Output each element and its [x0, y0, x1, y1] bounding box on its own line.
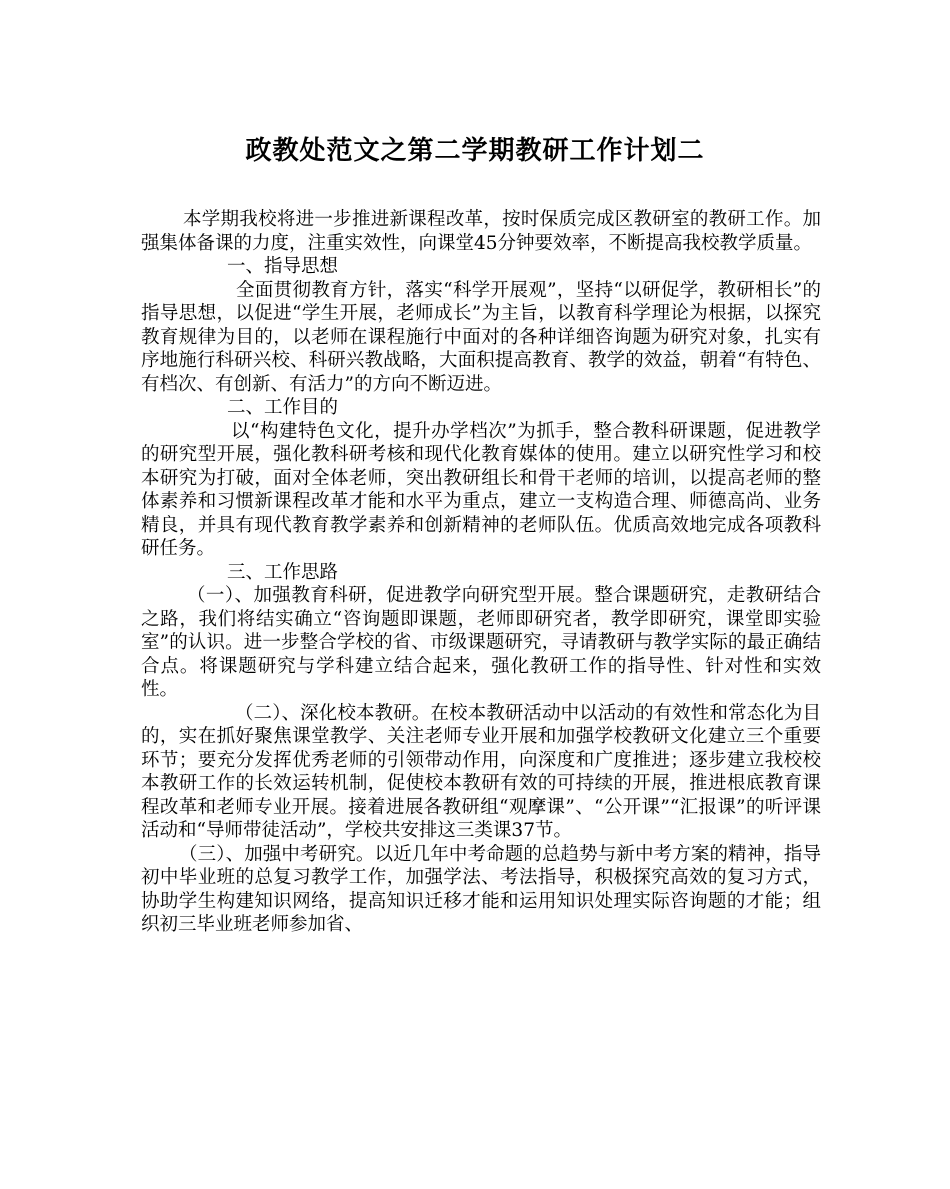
approach-item-2: （二）、深化校本教研。在校本教研活动中以活动的有效性和常态化为目的，实在抓好聚焦课堂教学、关注老师专业开展和加强学校教研文化建立三个重要环节；要充分发挥优秀老师的引领带动作用，向深度和广度推进；逐步建立我校校本教研工作的长效运转机制，促使校本教研有效的可持续的开展，推进根底教育课程改革和老师专业开展。接着进展各教研组“观摩课”、“公开课”“汇报课”的听评课活动和“导师带徒活动”，学校共安排这三类课37节。 [141, 702, 821, 841]
section-heading-work-goal: 二、工作目的 [227, 397, 339, 418]
guiding-thought-paragraph: 全面贯彻教育方针，落实“科学开展观”，坚持“以研促学，教研相长”的指导思想，以促进“学生开展，老师成长”为主旨，以教育科学理论为根据，以探究教育规律为目的，以老师在课程施行中面对的各种详细咨询题为研究对象，扎实有序地施行科研兴校、科研兴教战略，大面积提高教育、教学的效益，朝着“有特色、有档次、有创新、有活力”的方向不断迈进。 [141, 279, 821, 395]
approach-item-3: （三）、加强中考研究。以近几年中考命题的总趋势与新中考方案的精神，指导初中毕业班的总复习教学工作，加强学法、考法指导，积极探究高效的复习方式，协助学生构建知识网络，提高知识迁移才能和运用知识处理实际咨询题的才能；组织初三毕业班老师参加省、 [141, 843, 821, 935]
document-title: 政教处范文之第二学期教研工作计划二 [245, 136, 705, 166]
document-body [141, 208, 821, 937]
section-heading-guiding-thought: 一、指导思想 [227, 256, 339, 277]
approach-item-1: （一）、加强教育科研，促进教学向研究型开展。整合课题研究，走教研结合之路，我们将结实确立“咨询题即课题，老师即研究者，教学即研究，课堂即实验室”的认识。进一步整合学校的省、市级课题研究，寻请教研与教学实际的最正确结合点。将课题研究与学科建立结合起来，强化教研工作的指导性、针对性和实效性。 [141, 585, 821, 700]
intro-paragraph: 本学期我校将进一步推进新课程改革，按时保质完成区教研室的教研工作。加强集体备课的力度，注重实效性，向课堂45分钟要效率，不断提高我校教学质量。 [141, 209, 821, 254]
section-heading-work-approach: 三、工作思路 [227, 561, 339, 583]
work-goal-paragraph: 以“构建特色文化，提升办学档次”为抓手，整合教科研课题，促进教学的研究型开展，强化教科研考核和现代化教育媒体的使用。建立以研究性学习和校本研究为打破，面对全体老师，突出教研组长和骨干老师的培训，以提高老师的整体素养和习惯新课程改革才能和水平为重点，建立一支构造合理、师德高尚、业务精良，并具有现代教育教学素养和创新精神的老师队伍。优质高效地完成各项教科研任务。 [141, 420, 821, 559]
